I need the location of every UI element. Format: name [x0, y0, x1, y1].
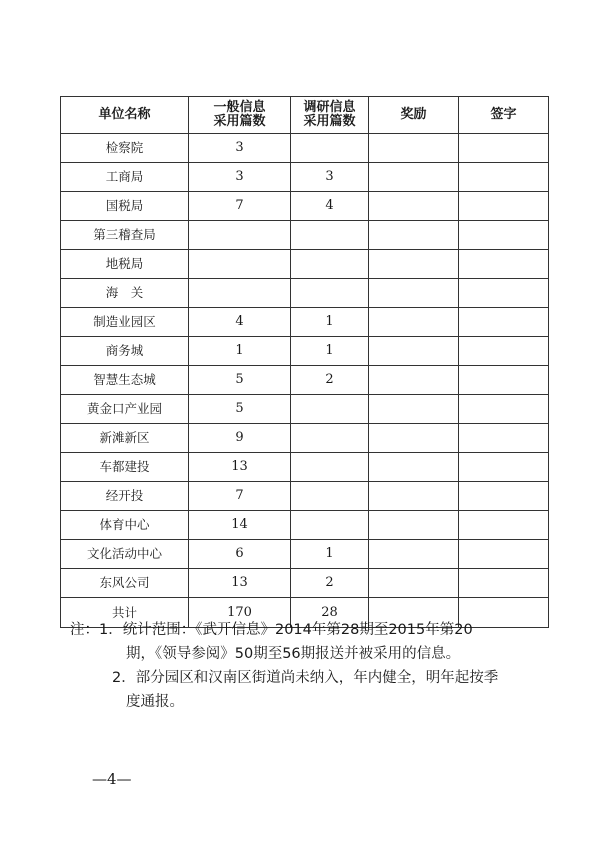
- research-count-cell: 2: [291, 366, 369, 395]
- general-count-cell: [189, 250, 291, 279]
- signature-cell: [459, 192, 549, 221]
- research-count-cell: [291, 395, 369, 424]
- research-count-cell: 4: [291, 192, 369, 221]
- table-row: [61, 395, 549, 424]
- header-award: 奖励: [369, 97, 459, 134]
- research-count-cell: 3: [291, 163, 369, 192]
- header-unit-name: 单位名称: [61, 97, 189, 134]
- table-row: [61, 511, 549, 540]
- table-row: [61, 540, 549, 569]
- signature-cell: [459, 395, 549, 424]
- award-cell: [369, 308, 459, 337]
- table-row: [61, 134, 549, 163]
- award-cell: [369, 424, 459, 453]
- signature-cell: [459, 279, 549, 308]
- note-1-line-1: 注：1．统计范围：《武开信息》2014年第28期至2015年第20: [70, 622, 473, 638]
- table-body: [61, 134, 549, 628]
- table-row: [61, 279, 549, 308]
- general-count-cell: 5: [189, 395, 291, 424]
- unit-cell: 检察院: [61, 134, 189, 163]
- award-cell: [369, 163, 459, 192]
- table-header-row: [61, 97, 549, 134]
- award-cell: [369, 395, 459, 424]
- general-count-cell: [189, 279, 291, 308]
- research-count-cell: 1: [291, 308, 369, 337]
- award-cell: [369, 482, 459, 511]
- unit-cell: 第三稽查局: [61, 221, 189, 250]
- signature-cell: [459, 569, 549, 598]
- signature-cell: [459, 221, 549, 250]
- unit-cell: 工商局: [61, 163, 189, 192]
- award-cell: [369, 511, 459, 540]
- general-count-cell: 3: [189, 163, 291, 192]
- unit-cell: 东风公司: [61, 569, 189, 598]
- header-research-line2: 采用篇数: [303, 114, 356, 129]
- general-count-cell: 170: [189, 598, 291, 628]
- table-row: [61, 482, 549, 511]
- unit-cell: 新滩新区: [61, 424, 189, 453]
- page-number: —4—: [92, 770, 132, 788]
- note-2-line-1: 2．部分园区和汉南区街道尚未纳入，年内健全，明年起按季: [112, 670, 499, 686]
- award-cell: [369, 192, 459, 221]
- award-cell: [369, 366, 459, 395]
- signature-cell: [459, 511, 549, 540]
- signature-cell: [459, 482, 549, 511]
- table-row: [61, 192, 549, 221]
- research-count-cell: [291, 424, 369, 453]
- award-cell: [369, 540, 459, 569]
- signature-cell: [459, 366, 549, 395]
- unit-cell: 商务城: [61, 337, 189, 366]
- signature-cell: [459, 163, 549, 192]
- signature-cell: [459, 337, 549, 366]
- award-cell: [369, 250, 459, 279]
- general-count-cell: 3: [189, 134, 291, 163]
- research-count-cell: [291, 221, 369, 250]
- general-count-cell: 4: [189, 308, 291, 337]
- research-count-cell: 1: [291, 337, 369, 366]
- unit-cell: 共计: [61, 598, 189, 628]
- general-count-cell: 7: [189, 192, 291, 221]
- table-row: [61, 308, 549, 337]
- statistics-table: [60, 96, 549, 628]
- signature-cell: [459, 134, 549, 163]
- table-row: [61, 250, 549, 279]
- research-count-cell: [291, 134, 369, 163]
- general-count-cell: 5: [189, 366, 291, 395]
- table-row: [61, 453, 549, 482]
- table-row: [61, 163, 549, 192]
- header-general-line2: 采用篇数: [213, 114, 266, 129]
- signature-cell: [459, 540, 549, 569]
- unit-cell: 文化活动中心: [61, 540, 189, 569]
- signature-cell: [459, 453, 549, 482]
- award-cell: [369, 221, 459, 250]
- note-2-line-2: 度通报。: [126, 694, 184, 710]
- general-count-cell: 13: [189, 569, 291, 598]
- general-count-cell: [189, 221, 291, 250]
- unit-cell: 黄金口产业园: [61, 395, 189, 424]
- header-research-info: [291, 97, 369, 134]
- table-row: [61, 366, 549, 395]
- award-cell: [369, 453, 459, 482]
- research-count-cell: [291, 511, 369, 540]
- unit-cell: 国税局: [61, 192, 189, 221]
- research-count-cell: [291, 482, 369, 511]
- note-1-line-2: 期，《领导参阅》50期至56期报送并被采用的信息。: [126, 646, 461, 662]
- table-row: [61, 337, 549, 366]
- unit-cell: 海 关: [61, 279, 189, 308]
- award-cell: [369, 569, 459, 598]
- unit-cell: 制造业园区: [61, 308, 189, 337]
- header-general-line1: 一般信息: [213, 100, 266, 115]
- research-count-cell: [291, 453, 369, 482]
- table-row: [61, 424, 549, 453]
- unit-cell: 经开投: [61, 482, 189, 511]
- award-cell: [369, 279, 459, 308]
- header-research-line1: 调研信息: [303, 100, 356, 115]
- research-count-cell: [291, 279, 369, 308]
- general-count-cell: 13: [189, 453, 291, 482]
- table-row: [61, 569, 549, 598]
- table-row: [61, 221, 549, 250]
- research-count-cell: [291, 250, 369, 279]
- unit-cell: 车都建投: [61, 453, 189, 482]
- header-signature: 签字: [459, 97, 549, 134]
- general-count-cell: 7: [189, 482, 291, 511]
- signature-cell: [459, 250, 549, 279]
- research-count-cell: 1: [291, 540, 369, 569]
- research-count-cell: 2: [291, 569, 369, 598]
- general-count-cell: 6: [189, 540, 291, 569]
- award-cell: [369, 337, 459, 366]
- unit-cell: 地税局: [61, 250, 189, 279]
- unit-cell: 智慧生态城: [61, 366, 189, 395]
- unit-cell: 体育中心: [61, 511, 189, 540]
- research-count-cell: 28: [291, 598, 369, 628]
- footnotes: [70, 618, 550, 714]
- general-count-cell: 1: [189, 337, 291, 366]
- general-count-cell: 9: [189, 424, 291, 453]
- signature-cell: [459, 424, 549, 453]
- award-cell: [369, 134, 459, 163]
- signature-cell: [459, 308, 549, 337]
- general-count-cell: 14: [189, 511, 291, 540]
- header-general-info: [189, 97, 291, 134]
